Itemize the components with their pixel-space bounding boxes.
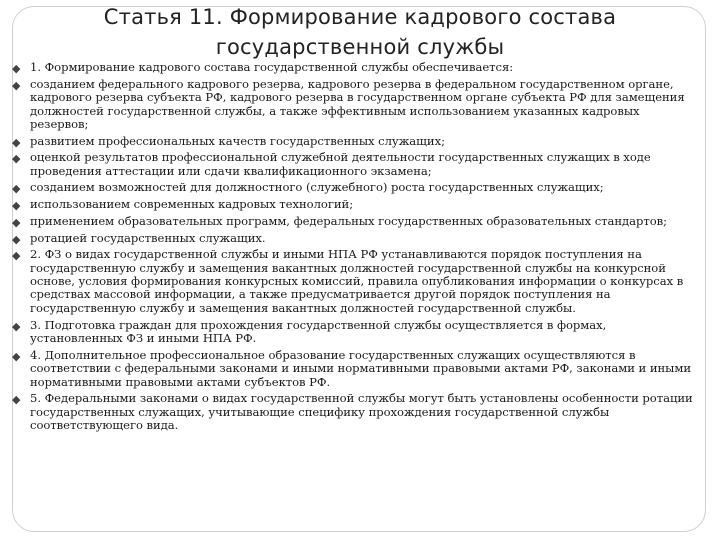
list-item bbox=[10, 78, 700, 132]
bullet-icon: ◆ bbox=[12, 182, 21, 196]
bullet-icon: ◆ bbox=[12, 152, 21, 166]
item-text: оценкой результатов профессиональной служебной деятельности государственных служащих в ходе проведения аттестации или сдачи квалификационного экзамена; bbox=[30, 150, 651, 178]
list-item bbox=[10, 215, 700, 228]
bullet-icon: ◆ bbox=[12, 199, 21, 213]
list-item bbox=[10, 392, 700, 432]
item-text: созданием возможностей для должностного (служебного) роста государственных служащих; bbox=[30, 180, 604, 195]
bullet-icon: ◆ bbox=[12, 215, 21, 229]
bullet-icon: ◆ bbox=[12, 135, 21, 149]
item-text: 4. Дополнительное профессиональное образование государственных служащих осуществляются в соответствии с федеральными законами и иными нормативными правовыми актами РФ, законами и иными нормативными правовыми актами субъектов РФ. bbox=[30, 347, 692, 389]
list-item bbox=[10, 61, 700, 74]
list-item bbox=[10, 248, 700, 315]
list-item bbox=[10, 151, 700, 178]
item-text: развитием профессиональных качеств государственных служащих; bbox=[30, 133, 445, 148]
item-text: ротацией государственных служащих. bbox=[30, 230, 266, 245]
list-item bbox=[10, 198, 700, 211]
bullet-icon: ◆ bbox=[12, 62, 21, 75]
item-text: созданием федерального кадрового резерва, кадрового резерва в федеральном государственном органе, кадрового резерва субъекта РФ, кадрового резерва в государственном органе субъекта РФ для замещения должностей государственной службы, а также эффективным использованием указанных кадровых резервов; bbox=[30, 76, 685, 131]
bullet-icon: ◆ bbox=[12, 393, 21, 407]
item-text: 2. ФЗ о видах государственной службы и иными НПА РФ устанавливаются порядок поступления на государственную службу и замещения вакантных должностей государственной службы на конкурсной основе, условия формирования конкурсных комиссий, правила опубликования информации о конкурсах в средствах массовой информации, а также предусматривается другой порядок поступления на государственную службу и замещения вакантных должностей государственной службы. bbox=[30, 247, 684, 315]
slide-title bbox=[0, 2, 720, 62]
item-text: 5. Федеральными законами о видах государственной службы могут быть установлены особенности ротации государственных служащих, учитывающие специфику прохождения государственной службы соответствующего вида. bbox=[30, 391, 693, 433]
bullet-icon: ◆ bbox=[12, 249, 21, 263]
list-item bbox=[10, 135, 700, 148]
list-item bbox=[10, 181, 700, 194]
title-line-2: государственной службы bbox=[215, 35, 505, 59]
bullet-icon: ◆ bbox=[12, 232, 21, 246]
item-text: 3. Подготовка граждан для прохождения государственной службы осуществляется в формах, установленных ФЗ и иными НПА РФ. bbox=[30, 317, 607, 345]
item-text: применением образовательных программ, федеральных государственных образовательных стандартов; bbox=[30, 213, 668, 228]
bullet-icon: ◆ bbox=[12, 349, 21, 363]
list-item bbox=[10, 232, 700, 245]
bullet-list bbox=[10, 61, 700, 436]
bullet-icon: ◆ bbox=[12, 319, 21, 333]
bullet-icon: ◆ bbox=[12, 78, 21, 92]
title-line-1: Статья 11. Формирование кадрового состава bbox=[103, 5, 617, 29]
item-text: 1. Формирование кадрового состава государственной службы обеспечивается: bbox=[30, 60, 514, 74]
list-item bbox=[10, 319, 700, 346]
list-item bbox=[10, 349, 700, 389]
item-text: использованием современных кадровых технологий; bbox=[30, 197, 354, 212]
